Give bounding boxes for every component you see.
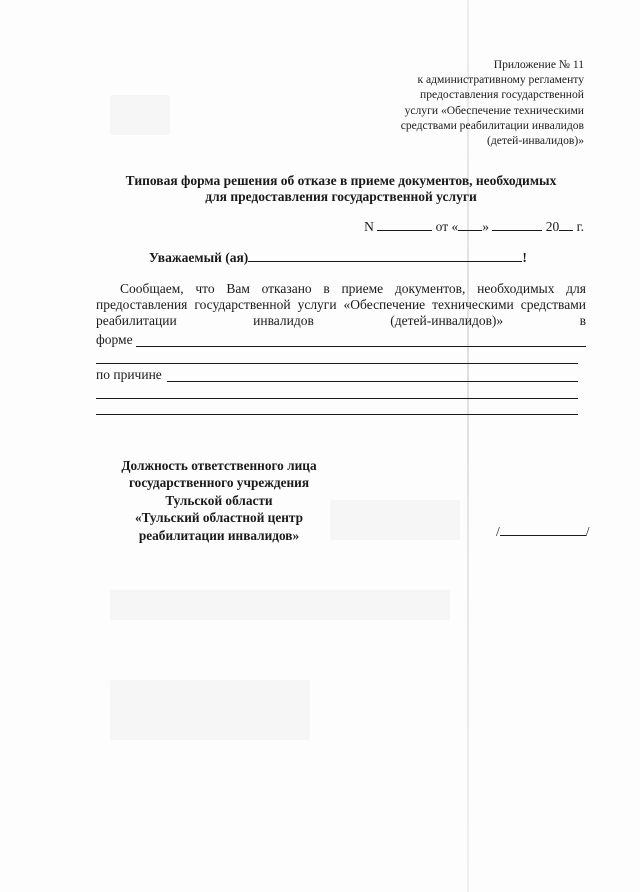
appendix-line: (детей-инвалидов)» [487,134,584,148]
form-row [96,332,133,348]
signature-line: реабилитации инвалидов» [138,527,300,543]
reason-fill-line [167,381,578,382]
slash-left: / [496,524,500,539]
scan-bleed-through [110,95,170,135]
reason-label: по причине [96,367,162,382]
month-blank [492,218,542,231]
year-prefix: 20 [545,219,560,234]
year-blank [559,218,573,231]
number-label: N [364,219,374,234]
addressee-blank [248,249,522,262]
form-fill-line [96,363,578,364]
signature-line: государственного учреждения [128,475,310,491]
form-title [96,173,586,205]
decision-number-line [364,218,584,235]
body-paragraph [96,281,586,329]
title-line: Типовая форма решения об отказе в приеме документов, необходимых [125,173,557,188]
signature-slot [496,523,590,540]
appendix-line: к административному регламенту [417,73,584,87]
slash-right: / [585,524,590,539]
signature-blank [500,523,586,536]
number-blank [377,218,432,231]
appendix-line: средствами реабилитации инвалидов [400,118,584,132]
date-from-label: от « [435,219,459,234]
appendix-line: Приложение № 11 [493,58,584,71]
form-fill-line [136,346,586,347]
title-line: для предоставления государственной услуги [205,189,477,204]
greeting-text: Уважаемый (ая) [149,250,249,265]
greeting-exclamation: ! [522,250,527,265]
scan-bleed-through [330,500,460,540]
signature-line: Тульской области [165,492,273,508]
day-blank [458,218,482,231]
body-text: Сообщаем, что Вам отказано в приеме документов, необходимых для предоставления государственной услуги «Обеспечение техническими средствами реабилитации инвалидов (детей-инвалидов)» в [96,281,586,328]
scan-bleed-through [110,680,310,740]
appendix-line: услуги «Обеспечение техническими [404,103,584,117]
greeting-line [149,249,527,266]
form-label: форме [96,332,133,347]
reason-fill-line [96,398,578,399]
year-suffix: г. [576,219,584,234]
date-close-quote: » [482,219,489,234]
scan-bleed-through [110,590,450,620]
signature-block [104,457,334,544]
reason-fill-line [96,414,578,415]
appendix-header [401,57,584,148]
reason-row [96,367,162,383]
appendix-line: предоставления государственной [420,88,584,102]
signature-line: Должность ответственного лица [121,458,317,473]
signature-line: «Тульский областной центр [135,510,303,526]
